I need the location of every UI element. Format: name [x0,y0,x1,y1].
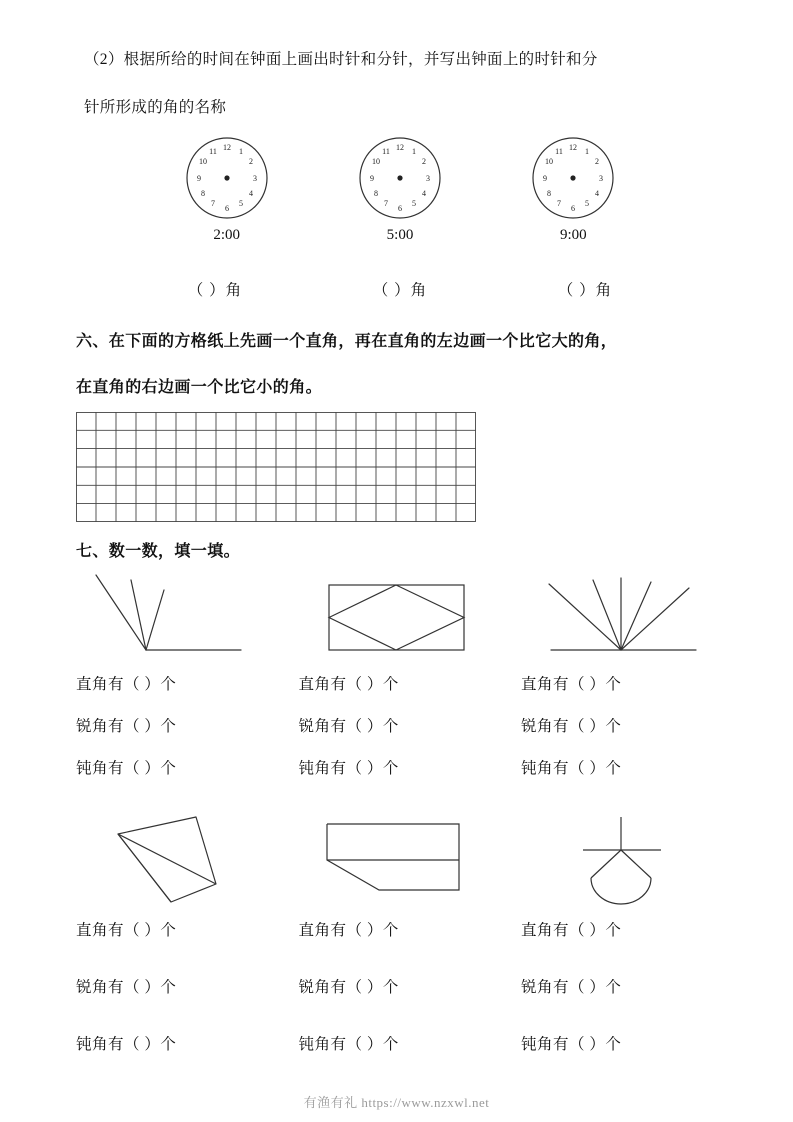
svg-text:8: 8 [200,189,205,198]
section6-heading-line1: 六、在下面的方格纸上先画一个直角，再在直角的左边画一个比它大的角， [76,333,618,350]
answer-right-angle-blank[interactable]: 直角有（ ）个 [76,922,177,939]
clock-item [140,135,313,243]
answer-acute-angle-blank[interactable]: 锐角有（ ）个 [521,718,622,735]
svg-text:6: 6 [397,204,402,213]
answer-acute-angle-blank[interactable]: 锐角有（ ）个 [521,979,622,996]
clock-time-label: 5:00 [386,227,414,243]
svg-text:6: 6 [571,204,576,213]
svg-text:7: 7 [210,199,215,208]
svg-text:8: 8 [373,189,378,198]
grid-paper[interactable] [76,412,476,522]
answer-obtuse-angle-blank[interactable]: 钝角有（ ）个 [298,1036,399,1053]
svg-text:3: 3 [252,174,257,183]
answer-obtuse-angle-blank[interactable]: 钝角有（ ）个 [76,760,177,777]
svg-text:1: 1 [411,147,416,156]
svg-text:12: 12 [569,143,578,152]
svg-text:3: 3 [599,174,604,183]
answer-obtuse-angle-blank[interactable]: 钝角有（ ）个 [521,1036,622,1053]
answer-right-angle-blank[interactable]: 直角有（ ）个 [521,922,622,939]
answer-row-2-right [76,918,721,940]
answer-row-1-acute [76,714,721,736]
svg-text:3: 3 [425,174,430,183]
answer-row-1-obtuse [76,756,721,778]
figure-rect-with-trapezoid [299,812,499,907]
figure-quadrilateral-diagonals [76,812,276,907]
question2-line1: （2）根据所给的时间在钟面上画出时针和分针，并写出钟面上的时针和分 [84,51,598,68]
svg-text:6: 6 [224,204,229,213]
answer-right-angle-blank[interactable]: 直角有（ ）个 [521,676,622,693]
svg-text:2: 2 [595,157,600,166]
answer-row-1-right [76,672,721,694]
figure-fan-angles [76,570,276,665]
section6-heading-line2: 在直角的右边画一个比它小的角。 [76,379,323,396]
clock-face-icon [357,135,443,221]
clock-figures-row [140,135,660,260]
svg-text:10: 10 [371,157,380,166]
clock-answer-blank[interactable]: （ ）角 [372,282,428,299]
answer-right-angle-blank[interactable]: 直角有（ ）个 [298,676,399,693]
clock-face-icon [184,135,270,221]
clock-item [313,135,486,243]
svg-text:9: 9 [369,174,374,183]
clock-face-icon [530,135,616,221]
svg-text:1: 1 [238,147,243,156]
answer-acute-angle-blank[interactable]: 锐角有（ ）个 [76,718,177,735]
svg-text:11: 11 [555,147,564,156]
svg-text:2: 2 [421,157,426,166]
answer-acute-angle-blank[interactable]: 锐角有（ ）个 [76,979,177,996]
answer-right-angle-blank[interactable]: 直角有（ ）个 [76,676,177,693]
svg-text:8: 8 [547,189,552,198]
svg-text:10: 10 [545,157,554,166]
svg-text:4: 4 [248,189,253,198]
svg-text:9: 9 [543,174,548,183]
svg-text:10: 10 [198,157,207,166]
svg-text:9: 9 [196,174,201,183]
answer-right-angle-blank[interactable]: 直角有（ ）个 [298,922,399,939]
svg-text:11: 11 [208,147,217,156]
answer-obtuse-angle-blank[interactable]: 钝角有（ ）个 [76,1036,177,1053]
svg-text:2: 2 [248,157,253,166]
svg-text:4: 4 [421,189,426,198]
svg-text:5: 5 [411,199,416,208]
clock-answer-blank[interactable]: （ ）角 [557,282,613,299]
question2-line2: 针所形成的角的名称 [84,99,227,116]
footer-watermark: 有渔有礼 https://www.nzxwl.net [303,1095,490,1110]
svg-text:5: 5 [238,199,243,208]
svg-text:7: 7 [383,199,388,208]
svg-text:11: 11 [382,147,390,156]
svg-text:12: 12 [395,143,404,152]
clock-time-label: 9:00 [559,227,587,243]
svg-text:12: 12 [222,143,231,152]
clock-time-label: 2:00 [213,227,240,243]
figure-rays-fan [521,570,721,665]
svg-text:7: 7 [557,199,562,208]
figures-row-2 [76,812,721,907]
answer-obtuse-angle-blank[interactable]: 钝角有（ ）个 [298,760,399,777]
figures-row-1 [76,570,721,665]
section7-heading: 七、数一数，填一填。 [76,543,241,560]
clock-item [487,135,660,243]
answer-acute-angle-blank[interactable]: 锐角有（ ）个 [298,979,399,996]
svg-text:4: 4 [595,189,600,198]
clock-answer-row [140,278,660,300]
figure-lamp-shape [521,812,721,907]
answer-acute-angle-blank[interactable]: 锐角有（ ）个 [298,718,399,735]
answer-obtuse-angle-blank[interactable]: 钝角有（ ）个 [521,760,622,777]
figure-rectangle-rhombus [299,570,499,665]
answer-row-2-obtuse [76,1032,721,1054]
answer-row-2-acute [76,975,721,997]
svg-text:1: 1 [585,147,590,156]
svg-text:5: 5 [585,199,590,208]
clock-answer-blank[interactable]: （ ）角 [187,282,243,299]
